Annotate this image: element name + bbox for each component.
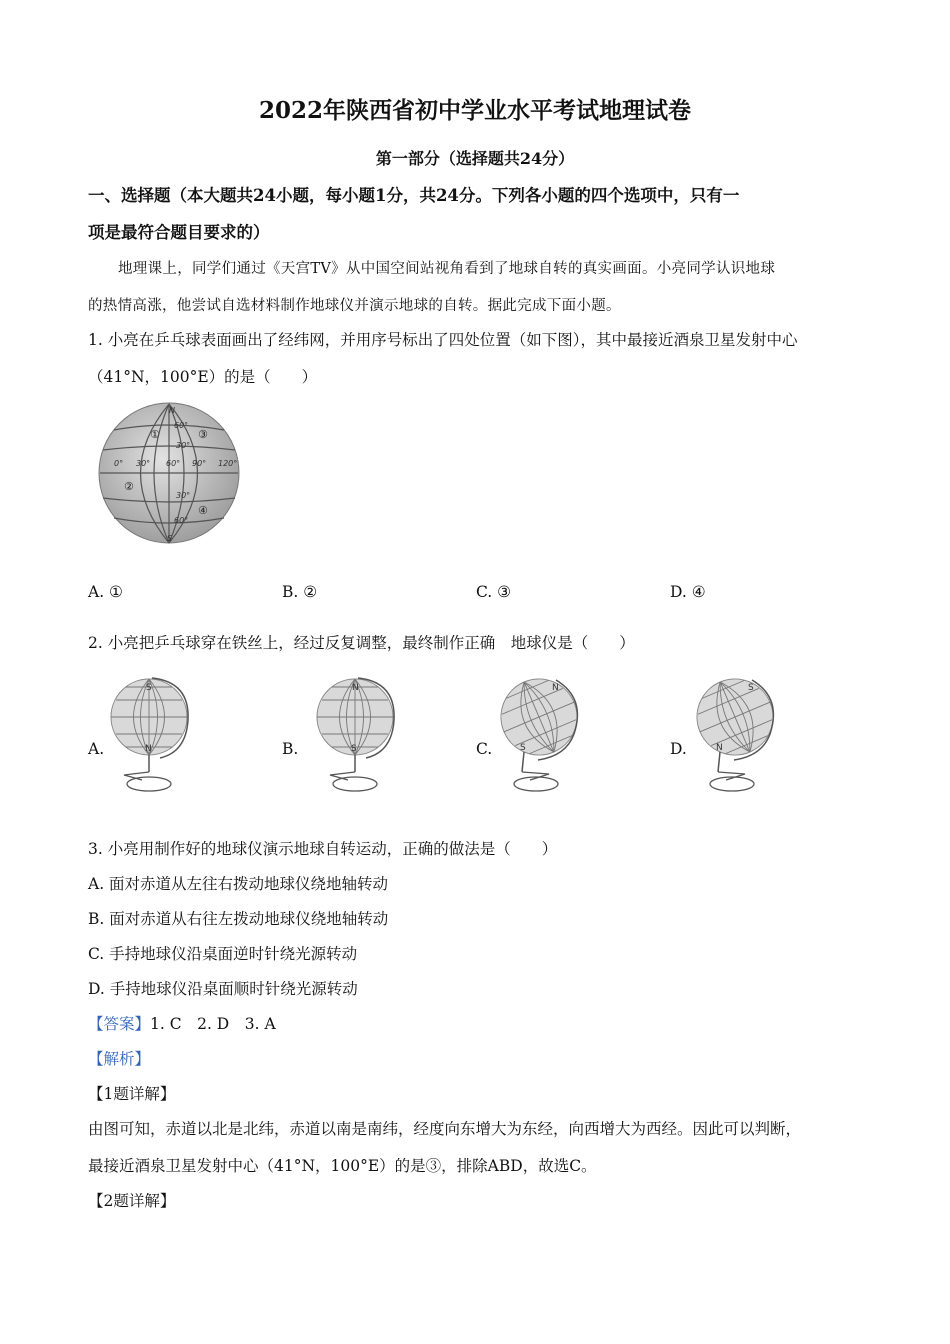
globe-b-bottom-pole: S (351, 744, 357, 754)
fig1-south-label: S (167, 534, 173, 543)
q2-globe-b (310, 672, 410, 797)
q1-globe-figure (94, 398, 244, 550)
q1-stem-line2: （41°N，100°E）的是（ ） (88, 368, 318, 386)
q1-option-c[interactable]: C. ③ (476, 583, 512, 601)
q1-option-b[interactable]: B. ② (282, 583, 318, 601)
fig1-lat30s: 30° (176, 491, 191, 500)
passage-line2: 的热情高涨，他尝试自选材料制作地球仪并演示地球的自转。据此完成下面小题。 (88, 298, 621, 314)
fig1-lon120: 120° (218, 459, 238, 468)
answer-tag: 【答案】 (88, 1015, 151, 1033)
fig1-marker-2: ② (124, 480, 134, 493)
analysis-tag: 【解析】 (88, 1050, 151, 1068)
globe-c-bottom-pole: S (520, 743, 526, 753)
q2-option-b[interactable]: B. (282, 740, 299, 758)
globe-d-top-pole: S (748, 683, 754, 693)
detail1-line2: 最接近酒泉卫星发射中心（41°N，100°E）的是③，排除ABD，故选C。 (88, 1157, 597, 1175)
q2-option-d[interactable]: D. (670, 740, 687, 758)
detail1-header: 【1题详解】 (88, 1085, 176, 1103)
section-heading-line1: 一、选择题（本大题共24小题，每小题1分，共24分。下列各小题的四个选项中，只有一 (88, 186, 740, 205)
part-title: 第一部分（选择题共24分） (375, 149, 575, 168)
q3-option-a[interactable]: A. 面对赤道从左往右拨动地球仪绕地轴转动 (88, 875, 389, 893)
fig1-lon60: 60° (166, 459, 181, 468)
globe-b-top-pole: N (352, 683, 359, 693)
fig1-lat60s: 60° (174, 516, 189, 525)
passage-line1: 地理课上，同学们通过《天宫TV》从中国空间站视角看到了地球自转的真实画面。小亮同学认识地球 (118, 261, 776, 277)
answer-line (88, 1012, 276, 1034)
q2-globe-d (690, 672, 790, 797)
q1-option-d[interactable]: D. ④ (670, 583, 706, 601)
q1-option-a[interactable]: A. ① (88, 583, 123, 601)
fig1-lon30: 30° (136, 459, 151, 468)
page-title: 2022年陕西省初中学业水平考试地理试卷 (258, 97, 691, 124)
fig1-lon90: 90° (192, 459, 207, 468)
fig1-marker-1: ① (150, 428, 160, 441)
q3-option-d[interactable]: D. 手持地球仪沿桌面顺时针绕光源转动 (88, 980, 358, 998)
q3-stem: 3. 小亮用制作好的地球仪演示地球自转运动，正确的做法是（ ） (88, 840, 558, 858)
q2-option-c[interactable]: C. (476, 740, 493, 758)
q2-stem: 2. 小亮把乒乓球穿在铁丝上，经过反复调整，最终制作正确 地球仪是（ ） (88, 634, 635, 652)
detail1-line1: 由图可知，赤道以北是北纬，赤道以南是南纬，经度向东增大为东经，向西增大为西经。因此可以判断， (88, 1120, 802, 1138)
q3-option-c[interactable]: C. 手持地球仪沿桌面逆时针绕光源转动 (88, 945, 358, 963)
fig1-lat30n: 30° (176, 441, 191, 450)
detail2-header: 【2题详解】 (88, 1192, 176, 1210)
fig1-marker-4: ④ (198, 504, 208, 517)
globe-d-bottom-pole: N (716, 743, 723, 753)
q2-globe-a (104, 672, 204, 797)
fig1-lon0: 0° (114, 459, 124, 468)
q3-option-b[interactable]: B. 面对赤道从右往左拨动地球仪绕地轴转动 (88, 910, 389, 928)
section-heading-line2: 项是最符合题目要求的） (88, 223, 270, 242)
globe-a-top-pole: S (146, 683, 152, 693)
answer-text: 1. C 2. D 3. A (150, 1015, 276, 1033)
q2-globe-c (494, 672, 594, 797)
globe-a-bottom-pole: N (145, 744, 152, 754)
q2-option-a[interactable]: A. (88, 740, 105, 758)
globe-c-top-pole: N (552, 683, 559, 693)
fig1-marker-3: ③ (198, 428, 208, 441)
fig1-lat60n: 60° (174, 421, 189, 430)
fig1-north-label: N (169, 406, 175, 415)
q1-stem-line1: 1. 小亮在乒乓球表面画出了经纬网，并用序号标出了四处位置（如下图），其中最接近酒泉卫星发射中心 (88, 331, 798, 349)
